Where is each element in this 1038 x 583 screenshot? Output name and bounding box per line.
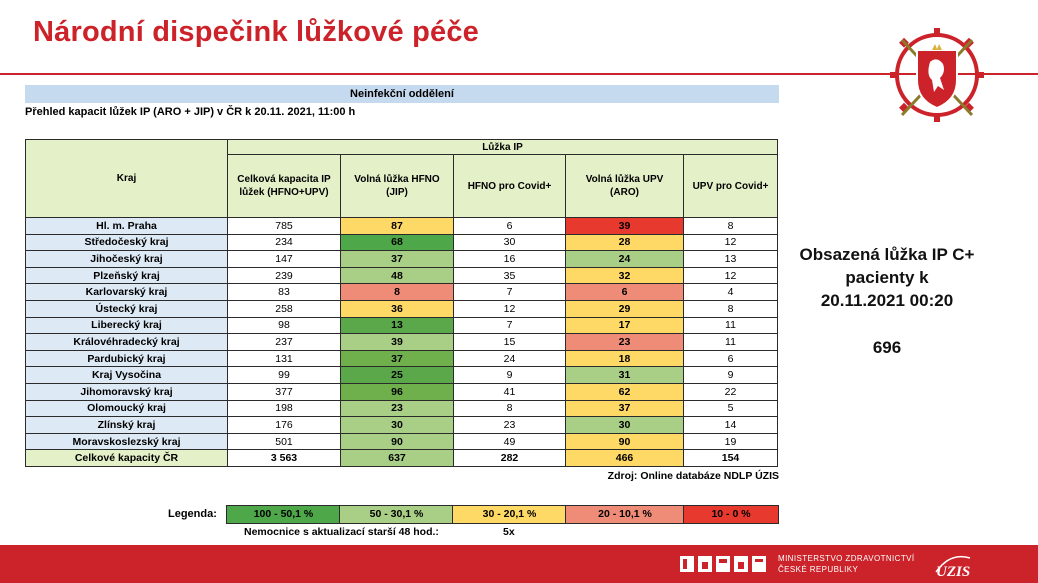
cell-upv-covid: 8 bbox=[684, 218, 778, 235]
cell-upv-free: 37 bbox=[566, 400, 684, 417]
table-row bbox=[26, 367, 778, 384]
caption-line-2: pacienty k bbox=[845, 268, 929, 287]
cell-upv-covid: 12 bbox=[684, 267, 778, 284]
column-group-header: Lůžka IP bbox=[228, 140, 778, 155]
column-header-upv-covid: UPV pro Covid+ bbox=[684, 155, 778, 218]
section-title: Neinfekční oddělení bbox=[25, 85, 779, 103]
cell-upv-covid: 8 bbox=[684, 300, 778, 317]
occupied-beds-value: 696 bbox=[872, 338, 902, 357]
cell-upv-free: 24 bbox=[566, 251, 684, 268]
legend-item: 30 - 20,1 % bbox=[452, 505, 567, 524]
cell-capacity: 98 bbox=[228, 317, 341, 334]
cell-hfno-free: 23 bbox=[341, 400, 454, 417]
table-row bbox=[26, 383, 778, 400]
ministry-logo-icon bbox=[678, 552, 770, 576]
cell-capacity: 501 bbox=[228, 433, 341, 450]
cell-hfno-covid: 282 bbox=[454, 450, 566, 467]
region-name: Kraj Vysočina bbox=[26, 367, 228, 384]
ministry-line-2: ČESKÉ REPUBLIKY bbox=[778, 565, 859, 574]
cell-upv-free: 6 bbox=[566, 284, 684, 301]
cell-upv-free: 31 bbox=[566, 367, 684, 384]
source-note: Zdroj: Online databáze NDLP ÚZIS bbox=[607, 470, 779, 482]
cell-hfno-covid: 16 bbox=[454, 251, 566, 268]
cell-upv-free: 39 bbox=[566, 218, 684, 235]
cell-hfno-covid: 7 bbox=[454, 317, 566, 334]
cell-hfno-free: 36 bbox=[341, 300, 454, 317]
legend-label: Legenda: bbox=[168, 508, 217, 520]
cell-upv-free: 28 bbox=[566, 234, 684, 251]
column-header-hfno-free: Volná lůžka HFNO (JIP) bbox=[341, 155, 454, 218]
cell-upv-free: 32 bbox=[566, 267, 684, 284]
legend-item: 50 - 30,1 % bbox=[339, 505, 454, 524]
stale-update-note: Nemocnice s aktualizací starší 48 hod.: bbox=[244, 526, 439, 538]
table-row bbox=[26, 433, 778, 450]
cell-hfno-free: 87 bbox=[341, 218, 454, 235]
region-name: Plzeňský kraj bbox=[26, 267, 228, 284]
cell-capacity: 785 bbox=[228, 218, 341, 235]
region-name: Jihomoravský kraj bbox=[26, 383, 228, 400]
cell-upv-free: 18 bbox=[566, 350, 684, 367]
caption-line-3: 20.11.2021 00:20 bbox=[820, 291, 954, 310]
cell-capacity: 99 bbox=[228, 367, 341, 384]
cell-hfno-free: 48 bbox=[341, 267, 454, 284]
cell-hfno-free: 13 bbox=[341, 317, 454, 334]
ministry-line-1: MINISTERSTVO ZDRAVOTNICTVÍ bbox=[778, 554, 915, 563]
region-name: Olomoucký kraj bbox=[26, 400, 228, 417]
region-name: Zlínský kraj bbox=[26, 417, 228, 434]
region-name: Hl. m. Praha bbox=[26, 218, 228, 235]
cell-hfno-covid: 7 bbox=[454, 284, 566, 301]
cell-upv-free: 466 bbox=[566, 450, 684, 467]
cell-hfno-free: 37 bbox=[341, 251, 454, 268]
cell-capacity: 147 bbox=[228, 251, 341, 268]
column-header-upv-free: Volná lůžka UPV (ARO) bbox=[566, 155, 684, 218]
cell-capacity: 131 bbox=[228, 350, 341, 367]
cell-hfno-free: 90 bbox=[341, 433, 454, 450]
cell-hfno-covid: 35 bbox=[454, 267, 566, 284]
table-row bbox=[26, 350, 778, 367]
cell-capacity: 176 bbox=[228, 417, 341, 434]
stale-update-count: 5x bbox=[503, 526, 515, 538]
cell-upv-free: 17 bbox=[566, 317, 684, 334]
page-title: Národní dispečink lůžkové péče bbox=[33, 16, 479, 48]
table-row bbox=[26, 300, 778, 317]
cell-upv-covid: 5 bbox=[684, 400, 778, 417]
region-name: Karlovarský kraj bbox=[26, 284, 228, 301]
cell-upv-free: 30 bbox=[566, 417, 684, 434]
cell-upv-free: 23 bbox=[566, 334, 684, 351]
cell-upv-covid: 14 bbox=[684, 417, 778, 434]
cell-hfno-free: 96 bbox=[341, 383, 454, 400]
region-name: Ústecký kraj bbox=[26, 300, 228, 317]
military-emblem-icon bbox=[880, 20, 995, 130]
uzis-logo-text: ÚZIS bbox=[936, 564, 971, 580]
column-header-kraj: Kraj bbox=[26, 140, 228, 218]
table-row bbox=[26, 400, 778, 417]
table-row bbox=[26, 417, 778, 434]
region-name: Liberecký kraj bbox=[26, 317, 228, 334]
cell-upv-covid: 4 bbox=[684, 284, 778, 301]
cell-hfno-free: 37 bbox=[341, 350, 454, 367]
cell-upv-covid: 154 bbox=[684, 450, 778, 467]
table-subheading: Přehled kapacit lůžek IP (ARO + JIP) v ČR k 20.11. 2021, 11:00 h bbox=[25, 106, 356, 118]
region-name: Středočeský kraj bbox=[26, 234, 228, 251]
cell-hfno-covid: 23 bbox=[454, 417, 566, 434]
cell-hfno-covid: 30 bbox=[454, 234, 566, 251]
table-row bbox=[26, 251, 778, 268]
region-name: Pardubický kraj bbox=[26, 350, 228, 367]
cell-upv-covid: 9 bbox=[684, 367, 778, 384]
occupied-beds-caption bbox=[780, 243, 994, 312]
cell-hfno-free: 8 bbox=[341, 284, 454, 301]
cell-upv-covid: 13 bbox=[684, 251, 778, 268]
cell-upv-covid: 22 bbox=[684, 383, 778, 400]
cell-capacity: 239 bbox=[228, 267, 341, 284]
cell-upv-covid: 11 bbox=[684, 317, 778, 334]
column-header-capacity: Celková kapacita IP lůžek (HFNO+UPV) bbox=[228, 155, 341, 218]
cell-hfno-covid: 49 bbox=[454, 433, 566, 450]
cell-hfno-covid: 24 bbox=[454, 350, 566, 367]
table-row bbox=[26, 267, 778, 284]
table-row bbox=[26, 218, 778, 235]
uzis-logo-icon bbox=[930, 550, 976, 580]
region-name: Moravskoslezský kraj bbox=[26, 433, 228, 450]
cell-hfno-free: 30 bbox=[341, 417, 454, 434]
cell-upv-covid: 12 bbox=[684, 234, 778, 251]
cell-capacity: 234 bbox=[228, 234, 341, 251]
cell-hfno-free: 637 bbox=[341, 450, 454, 467]
cell-hfno-free: 68 bbox=[341, 234, 454, 251]
cell-upv-covid: 19 bbox=[684, 433, 778, 450]
table-row bbox=[26, 317, 778, 334]
cell-capacity: 198 bbox=[228, 400, 341, 417]
cell-hfno-covid: 6 bbox=[454, 218, 566, 235]
cell-hfno-covid: 15 bbox=[454, 334, 566, 351]
cell-capacity: 237 bbox=[228, 334, 341, 351]
cell-hfno-covid: 41 bbox=[454, 383, 566, 400]
cell-upv-free: 62 bbox=[566, 383, 684, 400]
cell-hfno-covid: 8 bbox=[454, 400, 566, 417]
region-name: Královéhradecký kraj bbox=[26, 334, 228, 351]
table-row bbox=[26, 284, 778, 301]
cell-upv-covid: 11 bbox=[684, 334, 778, 351]
table-row bbox=[26, 234, 778, 251]
legend-item: 10 - 0 % bbox=[683, 505, 779, 524]
cell-capacity: 83 bbox=[228, 284, 341, 301]
legend-item: 20 - 10,1 % bbox=[565, 505, 685, 524]
cell-hfno-covid: 12 bbox=[454, 300, 566, 317]
cell-upv-covid: 6 bbox=[684, 350, 778, 367]
cell-capacity: 3 563 bbox=[228, 450, 341, 467]
cell-hfno-free: 25 bbox=[341, 367, 454, 384]
capacity-table bbox=[25, 139, 778, 467]
cell-capacity: 377 bbox=[228, 383, 341, 400]
legend-item: 100 - 50,1 % bbox=[226, 505, 341, 524]
cell-hfno-covid: 9 bbox=[454, 367, 566, 384]
total-label: Celkové kapacity ČR bbox=[26, 450, 228, 467]
cell-hfno-free: 39 bbox=[341, 334, 454, 351]
total-row bbox=[26, 450, 778, 467]
region-name: Jihočeský kraj bbox=[26, 251, 228, 268]
cell-capacity: 258 bbox=[228, 300, 341, 317]
ministry-name bbox=[778, 553, 914, 575]
column-header-hfno-covid: HFNO pro Covid+ bbox=[454, 155, 566, 218]
cell-upv-free: 29 bbox=[566, 300, 684, 317]
cell-upv-free: 90 bbox=[566, 433, 684, 450]
caption-line-1: Obsazená lůžka IP C+ bbox=[799, 245, 975, 264]
table-row bbox=[26, 334, 778, 351]
